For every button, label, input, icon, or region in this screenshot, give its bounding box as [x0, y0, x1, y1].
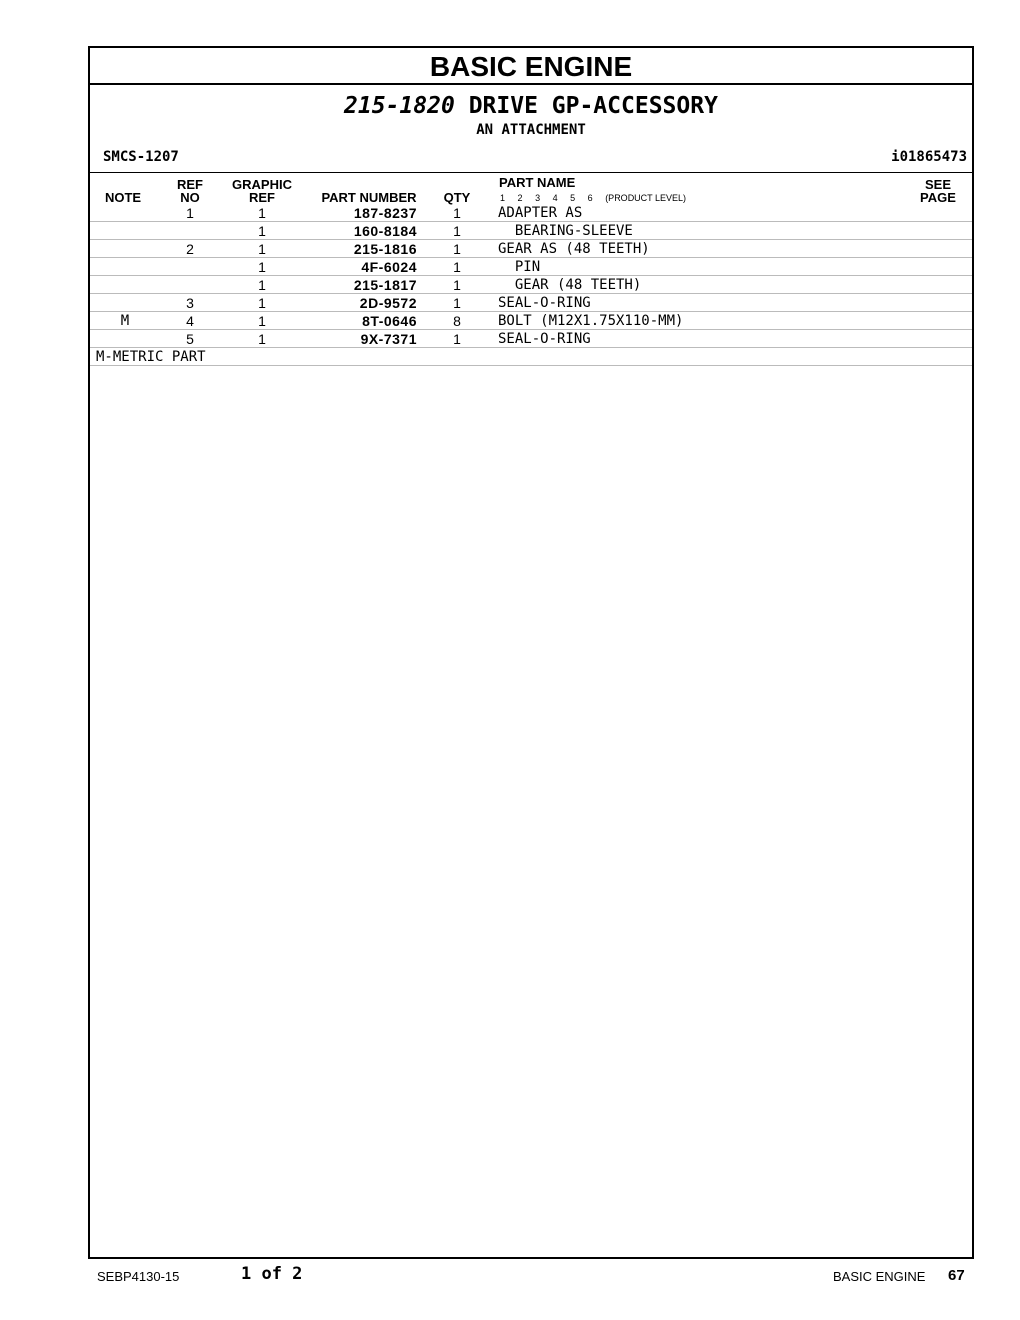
part-name-cell: GEAR AS (48 TEETH)	[498, 241, 650, 257]
page-number: 67	[948, 1267, 965, 1284]
qty-cell: 1	[453, 241, 461, 257]
note-cell: M	[120, 313, 130, 329]
part-name-cell: BOLT (M12X1.75X110-MM)	[498, 313, 684, 329]
part-name-cell: PIN	[498, 259, 541, 275]
header-graphic-bottom: REF	[249, 190, 275, 205]
header-ref-top: REF	[177, 177, 203, 192]
level-5: 5	[570, 193, 576, 203]
header-see-bottom: PAGE	[920, 190, 956, 205]
level-3: 3	[535, 193, 541, 203]
table-row	[90, 312, 972, 330]
qty-cell: 1	[453, 277, 461, 293]
graphic-ref-cell: 1	[258, 259, 266, 275]
qty-cell: 1	[453, 331, 461, 347]
header-graphic-top: GRAPHIC	[232, 177, 292, 192]
table-row	[90, 240, 972, 258]
graphic-ref-cell: 1	[258, 241, 266, 257]
smcs-code: SMCS-1207	[103, 149, 179, 165]
part-number-cell: 2D-9572	[359, 295, 417, 311]
group-subtitle: AN ATTACHMENT	[476, 122, 586, 138]
level-2: 2	[517, 193, 523, 203]
level-6: 6	[587, 193, 593, 203]
page-of-indicator: 1 of 2	[241, 1264, 303, 1284]
header-divider	[90, 172, 972, 173]
qty-cell: 1	[453, 295, 461, 311]
illustration-id: i01865473	[891, 149, 967, 165]
ref-cell: 4	[186, 313, 194, 329]
qty-cell: 8	[453, 313, 461, 329]
ref-cell: 1	[186, 205, 194, 221]
qty-cell: 1	[453, 223, 461, 239]
part-number-cell: 160-8184	[353, 223, 417, 239]
level-4: 4	[552, 193, 558, 203]
qty-cell: 1	[453, 259, 461, 275]
footnote-row	[90, 348, 972, 366]
part-number-cell: 215-1816	[353, 241, 417, 257]
header-note: NOTE	[104, 190, 142, 205]
group-name: DRIVE GP-ACCESSORY	[468, 93, 718, 119]
header-ref-bottom: NO	[180, 190, 200, 205]
level-1: 1	[500, 193, 506, 203]
graphic-ref-cell: 1	[258, 331, 266, 347]
table-row	[90, 330, 972, 348]
ref-cell: 2	[186, 241, 194, 257]
graphic-ref-cell: 1	[258, 205, 266, 221]
part-number-cell: 8T-0646	[362, 313, 417, 329]
graphic-ref-cell: 1	[258, 277, 266, 293]
footnote: M-METRIC PART	[96, 349, 206, 365]
header-part-name: PART NAME	[499, 175, 576, 190]
table-row	[90, 294, 972, 312]
parts-page-frame	[88, 46, 974, 1259]
document-id: SEBP4130-15	[97, 1269, 180, 1284]
part-name-cell: ADAPTER AS	[498, 205, 583, 221]
product-levels	[500, 193, 696, 203]
part-number-cell: 9X-7371	[360, 331, 417, 347]
header-part-number: PART NUMBER	[321, 190, 417, 205]
graphic-ref-cell: 1	[258, 313, 266, 329]
part-name-cell: SEAL-O-RING	[498, 331, 591, 347]
table-row	[90, 258, 972, 276]
group-part-number: 215-1820	[344, 93, 455, 119]
level-label: (PRODUCT LEVEL)	[605, 193, 687, 203]
part-name-cell: GEAR (48 TEETH)	[498, 277, 642, 293]
table-row	[90, 204, 972, 222]
part-number-cell: 4F-6024	[361, 259, 417, 275]
qty-cell: 1	[453, 205, 461, 221]
header-qty: QTY	[443, 190, 471, 205]
graphic-ref-cell: 1	[258, 295, 266, 311]
table-row	[90, 276, 972, 294]
part-name-cell: BEARING-SLEEVE	[498, 223, 633, 239]
table-row	[90, 222, 972, 240]
ref-cell: 3	[186, 295, 194, 311]
section-title: BASIC ENGINE	[90, 48, 972, 85]
part-name-cell: SEAL-O-RING	[498, 295, 591, 311]
header-see-top: SEE	[924, 177, 951, 192]
parts-table	[90, 204, 972, 366]
part-number-cell: 187-8237	[353, 205, 417, 221]
ref-cell: 5	[186, 331, 194, 347]
footer-section: BASIC ENGINE	[833, 1269, 926, 1284]
group-title	[90, 92, 972, 120]
part-number-cell: 215-1817	[353, 277, 417, 293]
graphic-ref-cell: 1	[258, 223, 266, 239]
